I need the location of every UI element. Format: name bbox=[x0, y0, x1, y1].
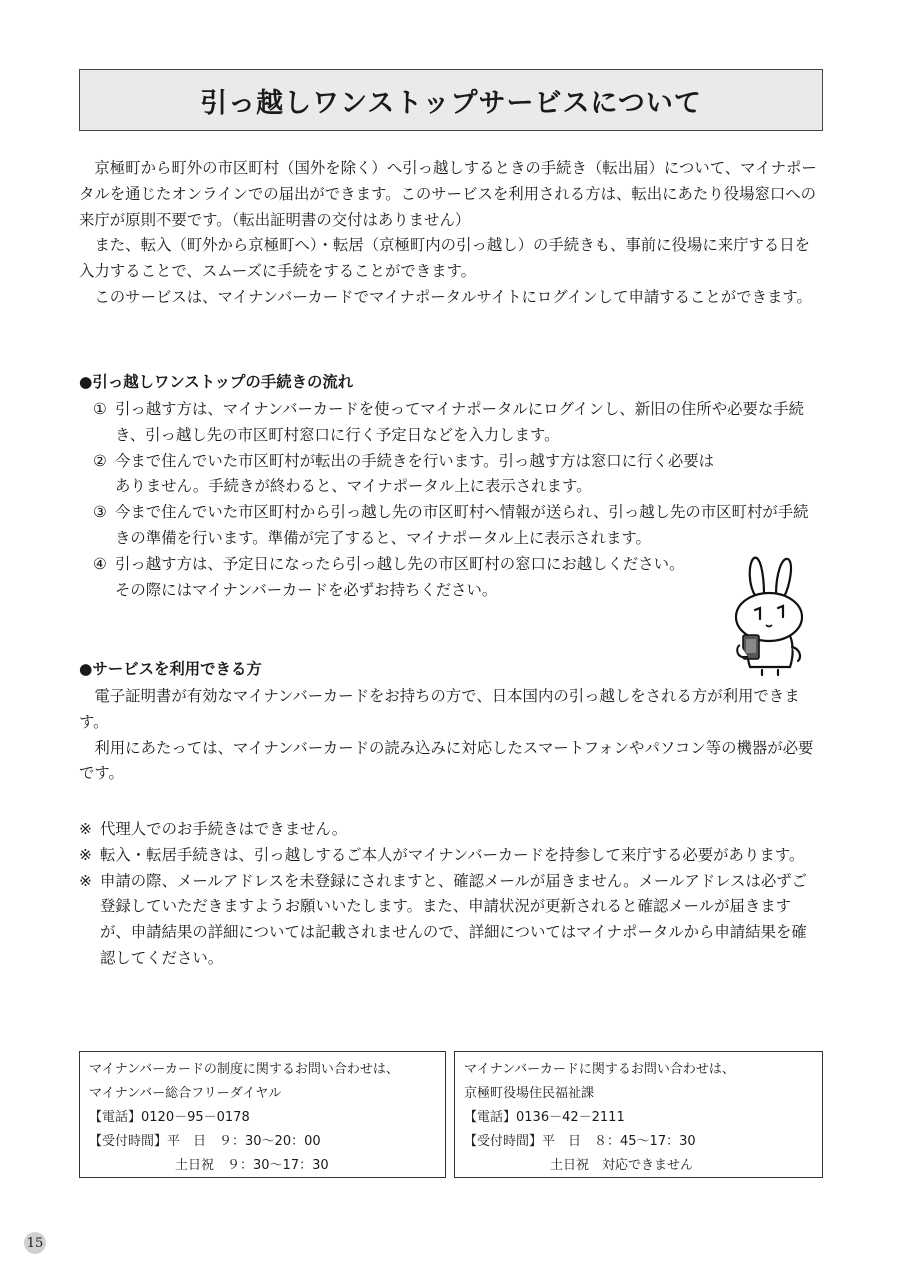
flow-item bbox=[93, 552, 823, 604]
flow-item-text bbox=[115, 449, 823, 501]
note-mark: ※ bbox=[79, 871, 92, 890]
intro-paragraph: また、転入（町外から京極町へ）・転居（京極町内の引っ越し）の手続きも、事前に役場に来庁する日を入力することで、スムーズに手続をすることができます。 bbox=[79, 236, 811, 281]
note-item bbox=[79, 817, 819, 843]
flow-item-line: 今まで住んでいた市区町村が転出の手続きを行います。引っ越す方は窓口に行く必要は bbox=[115, 451, 715, 470]
flow-item-number: ② bbox=[93, 451, 107, 470]
flow-item-text: 今まで住んでいた市区町村から引っ越し先の市区町村へ情報が送られ、引っ越し先の市区町村が手続きの準備を行います。準備が完了すると、マイナポータル上に表示されます。 bbox=[115, 503, 809, 547]
flow-list bbox=[93, 397, 823, 603]
service-paragraph: 利用にあたっては、マイナンバーカードの読み込みに対応したスマートフォンやパソコン等の機器が必要です。 bbox=[79, 738, 814, 783]
flow-item bbox=[93, 397, 823, 449]
service-paragraph: 電子証明書が有効なマイナンバーカードをお持ちの方で、日本国内の引っ越しをされる方が利用できます。 bbox=[79, 687, 800, 731]
contact-box-national bbox=[79, 1051, 446, 1178]
contact-box-town bbox=[454, 1051, 823, 1178]
contact-hours-weekend: 土日祝 対応できません bbox=[550, 1158, 694, 1173]
flow-item-line: ありません。手続きが終わると、マイナポータル上に表示されます。 bbox=[115, 477, 592, 496]
contact-organization: マイナンバー総合フリーダイヤル bbox=[89, 1086, 282, 1101]
title-box bbox=[79, 69, 823, 131]
flow-item-number: ① bbox=[93, 400, 107, 418]
flow-item-text bbox=[115, 552, 823, 604]
flow-heading: ●引っ越しワンストップの手続きの流れ bbox=[79, 373, 354, 391]
intro-section bbox=[79, 156, 819, 311]
contact-hours-weekday: 【受付時間】平 日 ９：30～20：00 bbox=[89, 1134, 321, 1149]
intro-paragraph: 京極町から町外の市区町村（国外を除く）へ引っ越しするときの手続き（転出届）について、マイナポータルを通じたオンラインでの届出ができます。このサービスを利用される方は、転出にあたり役場窓口への来庁が原則不要です。（転出証明書の交付はありません） bbox=[79, 159, 817, 229]
contact-phone: 【電話】0136－42－2111 bbox=[464, 1110, 625, 1125]
note-item bbox=[79, 843, 819, 869]
contact-phone: 【電話】0120－95－0178 bbox=[89, 1110, 250, 1125]
service-heading: ●サービスを利用できる方 bbox=[79, 660, 262, 678]
intro-paragraph: このサービスは、マイナンバーカードでマイナポータルサイトにログインして申請することができます。 bbox=[94, 287, 812, 306]
contact-intro: マイナンバーカードの制度に関するお問い合わせは、 bbox=[89, 1062, 399, 1077]
flow-item-line: その際にはマイナンバーカードを必ずお持ちください。 bbox=[115, 580, 498, 599]
flow-item-number: ④ bbox=[93, 554, 107, 573]
contact-hours-weekday: 【受付時間】平 日 ８：45～17：30 bbox=[464, 1134, 696, 1149]
note-text: 転入・転居手続きは、引っ越しするご本人がマイナンバーカードを持参して来庁する必要があります。 bbox=[100, 845, 805, 864]
note-mark: ※ bbox=[79, 820, 92, 838]
page-title: 引っ越しワンストップサービスについて bbox=[200, 87, 702, 119]
flow-item-text: 引っ越す方は、マイナンバーカードを使ってマイナポータルにログインし、新旧の住所や必要な手続き、引っ越し先の市区町村窓口に行く予定日などを入力します。 bbox=[115, 400, 805, 444]
note-mark: ※ bbox=[79, 845, 92, 864]
notes-section bbox=[79, 817, 819, 972]
note-item bbox=[79, 869, 819, 972]
note-text: 代理人でのお手続きはできません。 bbox=[100, 820, 348, 838]
flow-item-line: 引っ越す方は、予定日になったら引っ越し先の市区町村の窓口にお越しください。 bbox=[115, 554, 685, 573]
flow-item bbox=[93, 449, 823, 501]
contact-organization: 京極町役場住民福祉課 bbox=[464, 1086, 595, 1101]
flow-item-number: ③ bbox=[93, 503, 107, 522]
page-number: 15 bbox=[24, 1232, 46, 1254]
service-section bbox=[79, 684, 819, 787]
contact-hours-weekend: 土日祝 ９：30～17：30 bbox=[175, 1158, 329, 1173]
note-text: 申請の際、メールアドレスを未登録にされますと、確認メールが届きません。メールアドレスは必ずご登録していただきますようお願いいたします。また、申請状況が更新されると確認メールが届きますが、申請結果の詳細については記載されませんので、詳細についてはマイナポータルから申請結果を確認してください。 bbox=[100, 871, 808, 967]
contact-intro: マイナンバーカードに関するお問い合わせは、 bbox=[464, 1062, 735, 1077]
flow-item bbox=[93, 500, 823, 552]
myna-rabbit-mascot-icon bbox=[726, 555, 812, 677]
